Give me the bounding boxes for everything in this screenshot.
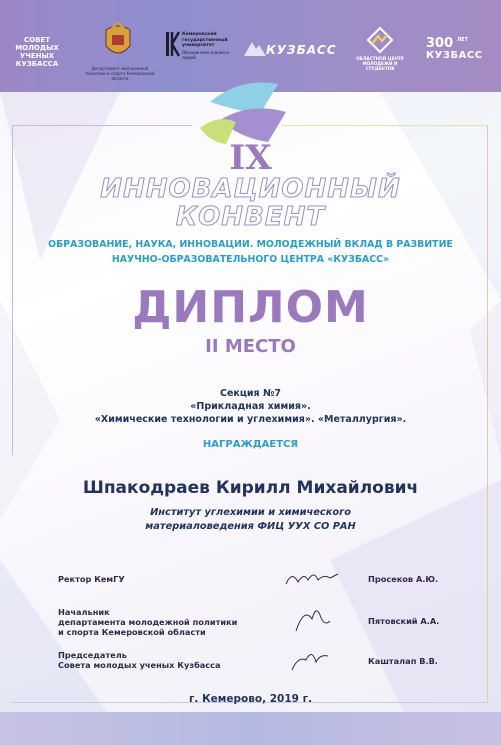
signature-rector [0, 572, 501, 592]
signature-rector-label: Ректор КемГУ [58, 574, 125, 584]
subtitle-line1: ОБРАЗОВАНИЕ, НАУКА, ИННОВАЦИИ. МОЛОДЕЖНЫЙ ВКЛАД В РАЗВИТИЕ [48, 239, 453, 250]
footer-place-year: г. Кемерово, 2019 г. [188, 693, 313, 705]
anniversary-word: ЛЕТ [457, 37, 468, 43]
signature-council-name: Кашталап В.В. [368, 656, 438, 666]
department-logo-text: Департамент молодежной политики и спорта Кемеровской области [85, 66, 155, 81]
organization-line2: материаловедения ФИЦ УУХ СО РАН [145, 521, 356, 532]
signature-department-label-line1: Начальник [58, 607, 110, 617]
council-logo [12, 36, 62, 68]
university-motto: Объединяем знания и людей [182, 50, 229, 60]
recipient-name: Шпакодраев Кирилл Михайлович [82, 478, 419, 498]
convent-title-line1: ИННОВАЦИОННЫЙ [100, 174, 401, 204]
kuzbass-brand-text: КУЗБАСС [266, 43, 337, 57]
footer-band [0, 712, 501, 745]
signature-council [0, 650, 501, 674]
anniversary-number: 300 [426, 36, 454, 51]
signature-rector-name: Просеков А.Ю. [368, 574, 439, 584]
anniversary-region: КУЗБАСС [426, 50, 483, 61]
signature-department-label-line2: департамента молодежной политики [58, 617, 238, 627]
convent-roman-numeral: IX [229, 138, 272, 178]
signature-rector-mark [282, 566, 342, 590]
convent-title-line2: КОНВЕНТ [175, 202, 326, 232]
university-name: Кемеровский государственный университет [182, 32, 228, 48]
section-name-line1: «Прикладная химия». [190, 401, 311, 412]
council-logo-text: СОВЕТ МОЛОДЫХ УЧЕНЫХ КУЗБАССА [15, 36, 59, 68]
subtitle-line2: НАУЧНО-ОБРАЗОВАТЕЛЬНОГО ЦЕНТРА «КУЗБАСС» [111, 254, 390, 265]
signature-department-name: Пятовский А.А. [368, 616, 440, 626]
coat-of-arms-icon [102, 22, 134, 62]
signature-department-label [58, 607, 237, 637]
signature-council-mark [288, 646, 332, 674]
section-number: Секция №7 [219, 388, 281, 399]
signature-council-label [58, 650, 221, 670]
signature-department-mark [290, 601, 334, 635]
signature-department-label-line3: и спорта Кемеровской области [58, 627, 206, 637]
signature-council-label-line2: Совета молодых ученых Кузбасса [58, 660, 221, 670]
regional-center-emblem-icon [366, 26, 394, 54]
kuzbass-mountain-icon [244, 40, 266, 56]
section-name-line2: «Химические технологии и углехимия». «Металлургия». [94, 414, 407, 425]
signature-council-label-line1: Председатель [58, 650, 127, 660]
university-emblem-icon [164, 30, 180, 60]
awarded-label: НАГРАЖДАЕТСЯ [202, 439, 299, 450]
signature-department [0, 607, 501, 641]
diploma-place: II МЕСТО [205, 336, 296, 357]
organization-line1: Институт углехимии и химического [150, 507, 351, 518]
diploma-heading: ДИПЛОМ [132, 282, 369, 333]
regional-center-text: ОБЛАСТНОЙ ЦЕНТР МОЛОДЕЖИ И СТУДЕНТОВ [356, 56, 404, 71]
